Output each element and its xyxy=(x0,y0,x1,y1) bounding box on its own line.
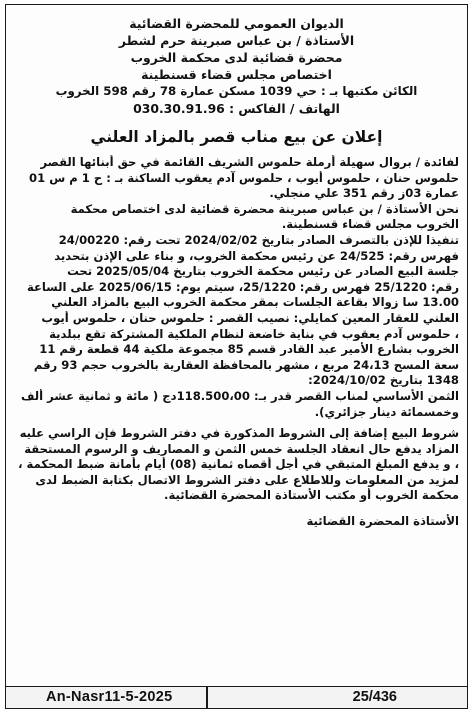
header-line-jurisdiction: اختصاص مجلس قضاء قسنطينة xyxy=(141,67,332,82)
paragraph-sale-conditions xyxy=(14,426,459,504)
text-line: عمارة 03ز رقم 351 علي منجلي. xyxy=(269,186,459,201)
text-line: محكمة الخروب أو مكتب الأستاذة المحضرة القضائية. xyxy=(164,488,459,503)
text-line: الثمن الأساسي لمناب القصر قدر بـ: 118.500،00دج ( مائة و ثمانية عشر ألف xyxy=(20,388,459,403)
header-line-office: الديوان العمومي للمحضرة القضائية xyxy=(129,16,344,31)
paragraph-beneficiary xyxy=(14,155,459,202)
text-line: حلموس حنان ، حلموس أيوب ، حلموس آدم يعقوب الساكنة بـ : ح 1 م س 01 xyxy=(29,170,459,185)
text-line: لمزيد من المعلومات وللاطلاع على دفتر الشروط الاتصال بكتابة الضبط لدى xyxy=(35,472,459,487)
notice-content xyxy=(14,15,459,528)
legal-notice xyxy=(5,4,468,709)
text-line: الخروب مجلس قضاء قسنطينة. xyxy=(281,217,459,232)
paragraph-bailiff xyxy=(14,202,459,233)
text-line: الخروب بشارع الأمير عبد القادر قسم 85 مجموعة ملكية 44 قطعة رقم 11 xyxy=(39,342,459,357)
footer-divider xyxy=(206,687,208,708)
paragraph-base-price xyxy=(14,389,459,420)
text-line: شروط البيع إضافة إلى الشروط المذكورة في دفتر الشروط فإن الراسي عليه xyxy=(19,426,459,441)
header-line-address: الكائن مكتبها بـ : حي 1039 مسكن عمارة 78 رقم 598 الخروب xyxy=(55,84,418,98)
notice-header xyxy=(14,15,459,117)
header-line-court: محضرة قضائية لدى محكمة الخروب xyxy=(130,50,343,65)
signature: الأستاذة المحضرة القضائية xyxy=(306,514,459,529)
text-line: سعة المسح 24،13 مربع ، مشهر بالمحافظة العقارية بالخروب حجم 93 رقم xyxy=(33,357,459,372)
text-line: 1348 بتاريخ 2024/10/02: xyxy=(308,373,459,388)
text-line: ، و يدفع المبلغ المتبقي في أجل أقصاه ثمانية (08) أيام بأمانة ضبط المحكمة ، xyxy=(18,457,459,472)
text-line: وخمسمائة دينار جزائري). xyxy=(314,404,459,419)
text-line: جلسة البيع الصادر عن رئيس محكمة الخروب بتاريخ 2025/05/04 تحت xyxy=(67,264,459,279)
text-line: العلني للعقار المعين كمايلي: نصيب القصر : حلموس حنان ، حلموس أيوب xyxy=(41,310,459,325)
text-line: ، حلموس آدم يعقوب في بناية خاضعة لنظام الملكية المشتركة تقع ببلدية xyxy=(49,326,459,341)
header-line-bailiff-name: الأستاذة / بن عباس صبرينة حرم لشطر xyxy=(118,33,355,48)
text-line: رقم: 25/1220 فهرس رقم: 25/1220، سيتم يوم: 2025/06/15 على الساعة xyxy=(26,279,459,294)
notice-body xyxy=(14,155,459,504)
text-line: تنفيذا للإذن بالتصرف الصادر بتاريخ 2024/02/02 تحت رقم: 24/00220 xyxy=(58,232,459,247)
text-line: فهرس رقم: 24/525 عن رئيس محكمة الخروب، و بناء على الإذن بتحديد xyxy=(54,248,459,263)
header-line-phone: الهاتف / الفاكس : 030.30.91.96 xyxy=(133,101,340,116)
text-line: 13.00 سا زوالا بقاعة الجلسات بمقر محكمة الخروب البيع بالمزاد العلني xyxy=(51,295,459,310)
text-line: لفائدة / بروال سهيلة أرملة حلموس الشريف القائمة في حق أبنائها القصر xyxy=(40,155,459,169)
notice-number: 25/436 xyxy=(352,689,397,705)
text-line: نحن الأستاذة / بن عباس صبرينة محضرة قضائية لدى اختصاص محكمة xyxy=(70,201,459,216)
notice-footer xyxy=(6,686,467,708)
notice-title: إعلان عن بيع مناب قصر بالمزاد العلني xyxy=(90,128,383,146)
paragraph-sale-details xyxy=(14,233,459,389)
text-line: المزاد يدفع حال انعقاد الجلسة خمس الثمن و المصاريف و الرسوم المستحقة xyxy=(24,441,459,456)
publication-reference: An-Nasr11-5-2025 xyxy=(46,689,173,705)
